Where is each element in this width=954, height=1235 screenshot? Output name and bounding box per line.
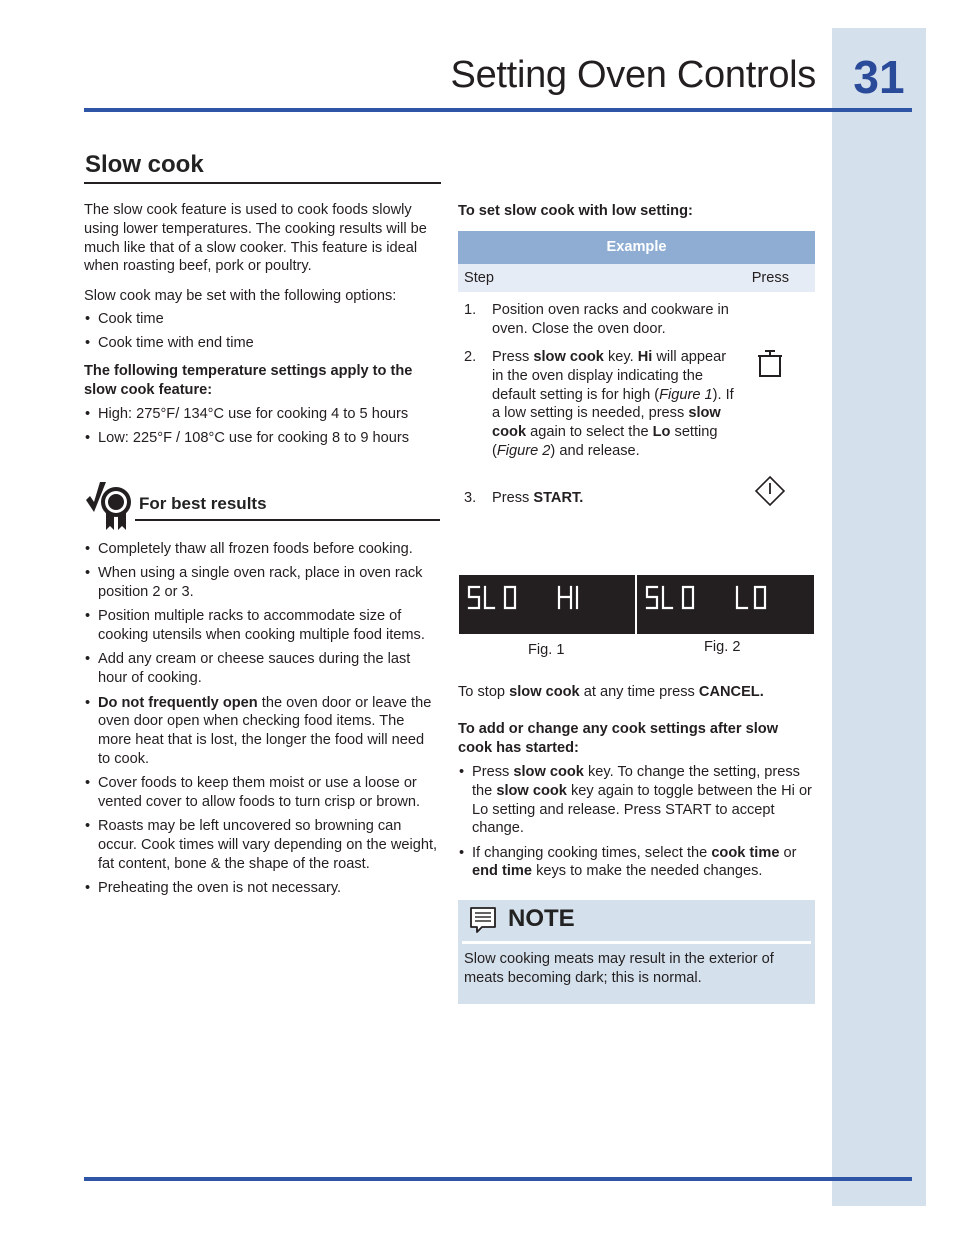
list-item: • Preheating the oven is not necessary. [84,879,440,898]
page-number: 31 [853,51,905,103]
display-code: Lo [652,424,671,441]
list-item: • Add any cream or cheese sauces during the last hour of cooking. [84,650,440,688]
step-text [492,348,738,461]
note-icon [468,905,498,935]
text-run: Press [492,349,534,365]
text-run: or [779,844,797,861]
step-number: 3. [464,490,477,506]
header-rule [84,108,912,112]
figure-ref: Figure 1 [659,386,713,403]
add-change-list [458,763,815,887]
options-intro: Slow cook may be set with the following options: [84,288,397,305]
note-title: NOTE [508,905,575,932]
emphasis: Do not frequently open [98,694,258,711]
fig1-caption: Fig. 1 [528,642,565,658]
column-press: Press [751,269,789,286]
section-title: Slow cook [85,151,204,178]
text-run: To stop [458,684,510,700]
footer-rule [84,1177,912,1181]
note-rule [462,941,811,944]
temps-list [84,405,440,448]
text-run: ) and release. [550,442,640,459]
text-run: key again to toggle between the Hi or Lo setting and release. Press START to accept change. [472,782,812,837]
slow-cook-description [84,201,440,453]
best-results-rule [135,519,440,521]
text-run: If changing cooking times, select the [472,844,712,861]
key-name: slow cook [533,349,604,365]
step-number: 1. [464,302,477,318]
text-run: at any time press [579,684,699,700]
list-item: • When using a single oven rack, place in oven rack position 2 or 3. [84,564,440,602]
list-item: • Cook time [84,310,440,329]
slow-cook-pot-icon [754,348,786,380]
list-item [458,763,815,838]
display-code: Hi [637,349,653,365]
options-list [84,310,440,353]
item-text: the oven door or leave the oven door open when checking food items. The more heat that is lost, the longer the food will need to cook. [98,694,432,767]
text-run: Press [492,490,534,506]
text-run: again to select the [526,424,653,441]
step-number: 2. [464,349,477,365]
best-results-title: For best results [139,494,267,513]
column-step: Step [464,269,495,286]
note-text: Slow cooking meats may result in the exterior of meats becoming dark; this is normal. [464,951,774,986]
text-run: setting ( [492,424,718,459]
side-band [832,28,926,1206]
key-name: START. [533,490,584,506]
note-box [458,900,815,1004]
text-run: key. To change the setting, press the [472,764,800,799]
stop-instruction [458,683,815,702]
list-item: • Completely thaw all frozen foods before cooking. [84,540,440,559]
add-change-heading: To add or change any cook settings after slow cook has started: [458,721,779,756]
oven-displays [458,575,815,634]
text-run: keys to make the needed changes. [532,863,763,880]
figure-ref: Figure 2 [496,442,551,459]
text-run: will appear in the oven display indicating the default setting is for high ( [492,349,727,403]
list-item [458,844,815,882]
text-run: Press [472,764,514,780]
intro-paragraph: The slow cook feature is used to cook foods slowly using lower temperatures. The cooking results will be much like that of a slow cooker. This feature is ideal when roasting beef, pork or poultry. [84,202,427,275]
section-rule [84,182,441,184]
key-name: end time [472,863,533,880]
list-item: • Low: 225°F / 108°C use for cooking 8 to 9 hours [84,429,440,448]
list-item: • Cover foods to keep them moist or use a loose or vented cover to allow foods to turn crisp or brown. [84,774,440,812]
key-name: CANCEL. [698,684,764,700]
display-fig1-slo-hi [459,575,635,634]
low-setting-heading: To set slow cook with low setting: [458,203,693,219]
text-run: key. [603,349,638,365]
step-text: Position oven racks and cookware in oven. Close the oven door. [492,302,729,337]
display-fig2-slo-lo [637,575,814,634]
step-text [492,489,738,508]
table-header-row [458,264,815,292]
list-item [84,694,440,769]
key-name: slow cook [496,782,567,799]
list-item: • Roasts may be left uncovered so browning can occur. Cook times will vary depending on the weight, fat content, bone & the shape of the roast. [84,817,440,873]
example-table [458,231,815,292]
fig2-caption: Fig. 2 [704,639,741,655]
list-item: • Cook time with end time [84,334,440,353]
key-name: slow cook [509,684,580,700]
table-title: Example [458,231,815,264]
list-item: • Position multiple racks to accommodate size of cooking utensils when cooking multiple food items. [84,607,440,645]
key-name: cook time [711,844,780,861]
best-results-list [84,540,440,904]
start-key-icon [754,475,786,507]
temp-heading: The following temperature settings apply to the slow cook feature: [84,363,413,398]
page-title: Setting Oven Controls [450,54,816,96]
key-name: slow cook [492,405,721,441]
text-run: ). If a low setting is needed, press [492,386,734,422]
key-name: slow cook [513,764,584,780]
award-ribbon-check-icon [84,478,134,534]
list-item: • High: 275°F/ 134°C use for cooking 4 to 5 hours [84,405,440,424]
